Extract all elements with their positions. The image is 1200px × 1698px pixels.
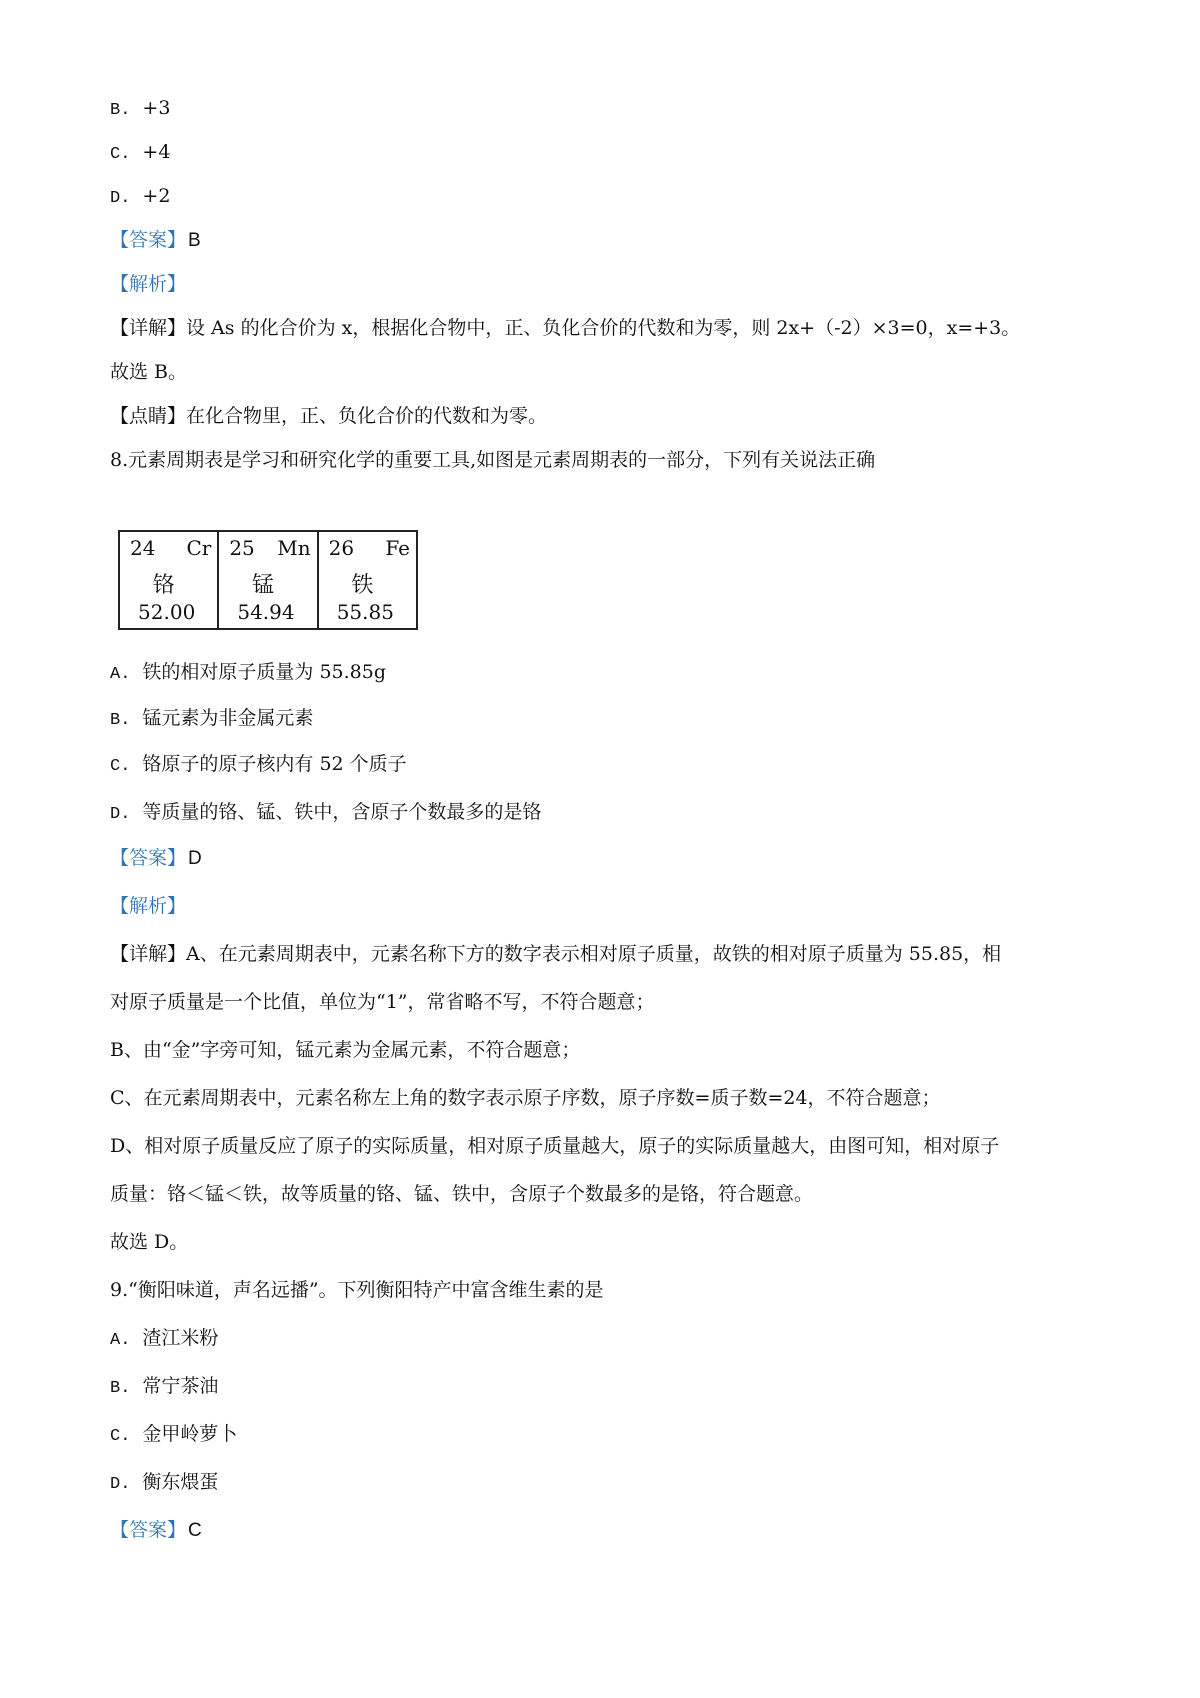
option-letter: D.	[110, 805, 131, 824]
answer-value: B	[188, 230, 201, 251]
q8-answer	[110, 846, 202, 871]
q8-detail-line-3: B、由“金”字旁可知，锰元素为金属元素，不符合题意；	[110, 1039, 581, 1061]
option-letter: D.	[110, 189, 131, 208]
q7-conclusion: 故选 B。	[110, 361, 188, 383]
atomic-mass: 52.00	[138, 600, 196, 624]
answer-value: D	[188, 848, 202, 869]
answer-value: C	[188, 1520, 202, 1541]
option-letter: A.	[110, 665, 131, 684]
answer-tag: 【答案】	[110, 229, 187, 251]
q8-conclusion: 故选 D。	[110, 1231, 189, 1253]
q8-detail-line-2: 对原子质量是一个比值，单位为“1”，常省略不写，不符合题意；	[110, 991, 655, 1013]
option-text: 衡东煨蛋	[142, 1471, 219, 1493]
q8-detail-line-4: C、在元素周期表中，元素名称左上角的数字表示原子序数，原子序数=质子数=24，不符合题意；	[110, 1087, 941, 1109]
q8-detail-line-6: 质量：铬＜锰＜铁，故等质量的铬、锰、铁中，含原子个数最多的是铬，符合题意。	[110, 1183, 814, 1205]
q7-option-b	[110, 96, 170, 123]
element-name: 铁	[351, 573, 374, 598]
option-text: 铬原子的原子核内有 52 个质子	[142, 753, 407, 775]
analysis-tag: 【解析】	[110, 273, 187, 295]
q7-option-d	[110, 184, 170, 211]
atomic-number: 26	[328, 536, 355, 560]
comment-text: 在化合物里，正、负化合价的代数和为零。	[186, 405, 548, 427]
atomic-number: 25	[229, 536, 255, 560]
option-letter: A.	[110, 1331, 131, 1350]
option-text: 常宁茶油	[142, 1375, 219, 1397]
q8-stem: 8.元素周期表是学习和研究化学的重要工具,如图是元素周期表的一部分，下列有关说法正确	[110, 449, 876, 471]
atomic-mass: 55.85	[336, 600, 394, 624]
option-text: 铁的相对原子质量为 55.85g	[142, 661, 387, 683]
q7-analysis-heading	[110, 272, 186, 296]
element-symbol: Fe	[385, 536, 410, 560]
q8-option-b	[110, 706, 313, 733]
atomic-mass: 54.94	[237, 600, 295, 624]
option-letter: B.	[110, 711, 131, 730]
q7-answer	[110, 228, 201, 253]
option-text: 等质量的铬、锰、铁中，含原子个数最多的是铬	[142, 801, 542, 823]
element-name: 铬	[152, 573, 175, 598]
option-letter: C.	[110, 1427, 131, 1446]
answer-tag: 【答案】	[110, 1519, 187, 1541]
option-text: 锰元素为非金属元素	[142, 707, 314, 729]
option-text: +3	[142, 97, 171, 119]
q9-option-c	[110, 1422, 237, 1449]
atomic-number: 24	[130, 536, 156, 560]
detail-text: A、在元素周期表中，元素名称下方的数字表示相对原子质量，故铁的相对原子质量为 55.85，相	[186, 943, 1002, 965]
option-letter: B.	[110, 1379, 131, 1398]
option-text: 渣江米粉	[142, 1327, 219, 1349]
option-text: +2	[142, 185, 171, 207]
element-symbol: Cr	[186, 536, 212, 560]
option-text: +4	[142, 141, 171, 163]
element-symbol: Mn	[277, 536, 311, 560]
analysis-tag: 【解析】	[110, 895, 187, 917]
detail-text: 设 As 的化合价为 x，根据化合物中，正、负化合价的代数和为零，则 2x+（-2）×3=0，x=+3。	[186, 317, 1021, 339]
q8-option-c	[110, 752, 407, 779]
detail-tag: 【详解】	[110, 943, 187, 965]
periodic-table-snippet	[118, 530, 418, 630]
q8-option-d	[110, 800, 541, 827]
q7-detail	[110, 316, 1020, 340]
q9-option-a	[110, 1326, 218, 1353]
q9-answer	[110, 1518, 202, 1543]
option-letter: D.	[110, 1475, 131, 1494]
option-text: 金甲岭萝卜	[142, 1423, 238, 1445]
q9-option-d	[110, 1470, 218, 1497]
q8-detail-line-5: D、相对原子质量反应了原子的实际质量，相对原子质量越大，原子的实际质量越大，由图可知，相对原子	[110, 1135, 1000, 1157]
answer-tag: 【答案】	[110, 847, 187, 869]
option-letter: B.	[110, 101, 131, 120]
detail-tag: 【详解】	[110, 317, 187, 339]
element-cell-mn	[219, 532, 318, 628]
q8-analysis-heading	[110, 894, 186, 918]
comment-tag: 【点睛】	[110, 405, 187, 427]
q7-comment	[110, 404, 547, 428]
q8-detail-line-1	[110, 942, 1001, 966]
element-name: 锰	[251, 573, 274, 598]
option-letter: C.	[110, 145, 131, 164]
element-cell-fe	[319, 532, 416, 628]
option-letter: C.	[110, 757, 131, 776]
q8-option-a	[110, 660, 386, 687]
element-cell-cr	[120, 532, 219, 628]
q9-option-b	[110, 1374, 218, 1401]
q7-option-c	[110, 140, 170, 167]
q9-stem: 9.“衡阳味道，声名远播”。下列衡阳特产中富含维生素的是	[110, 1279, 604, 1301]
